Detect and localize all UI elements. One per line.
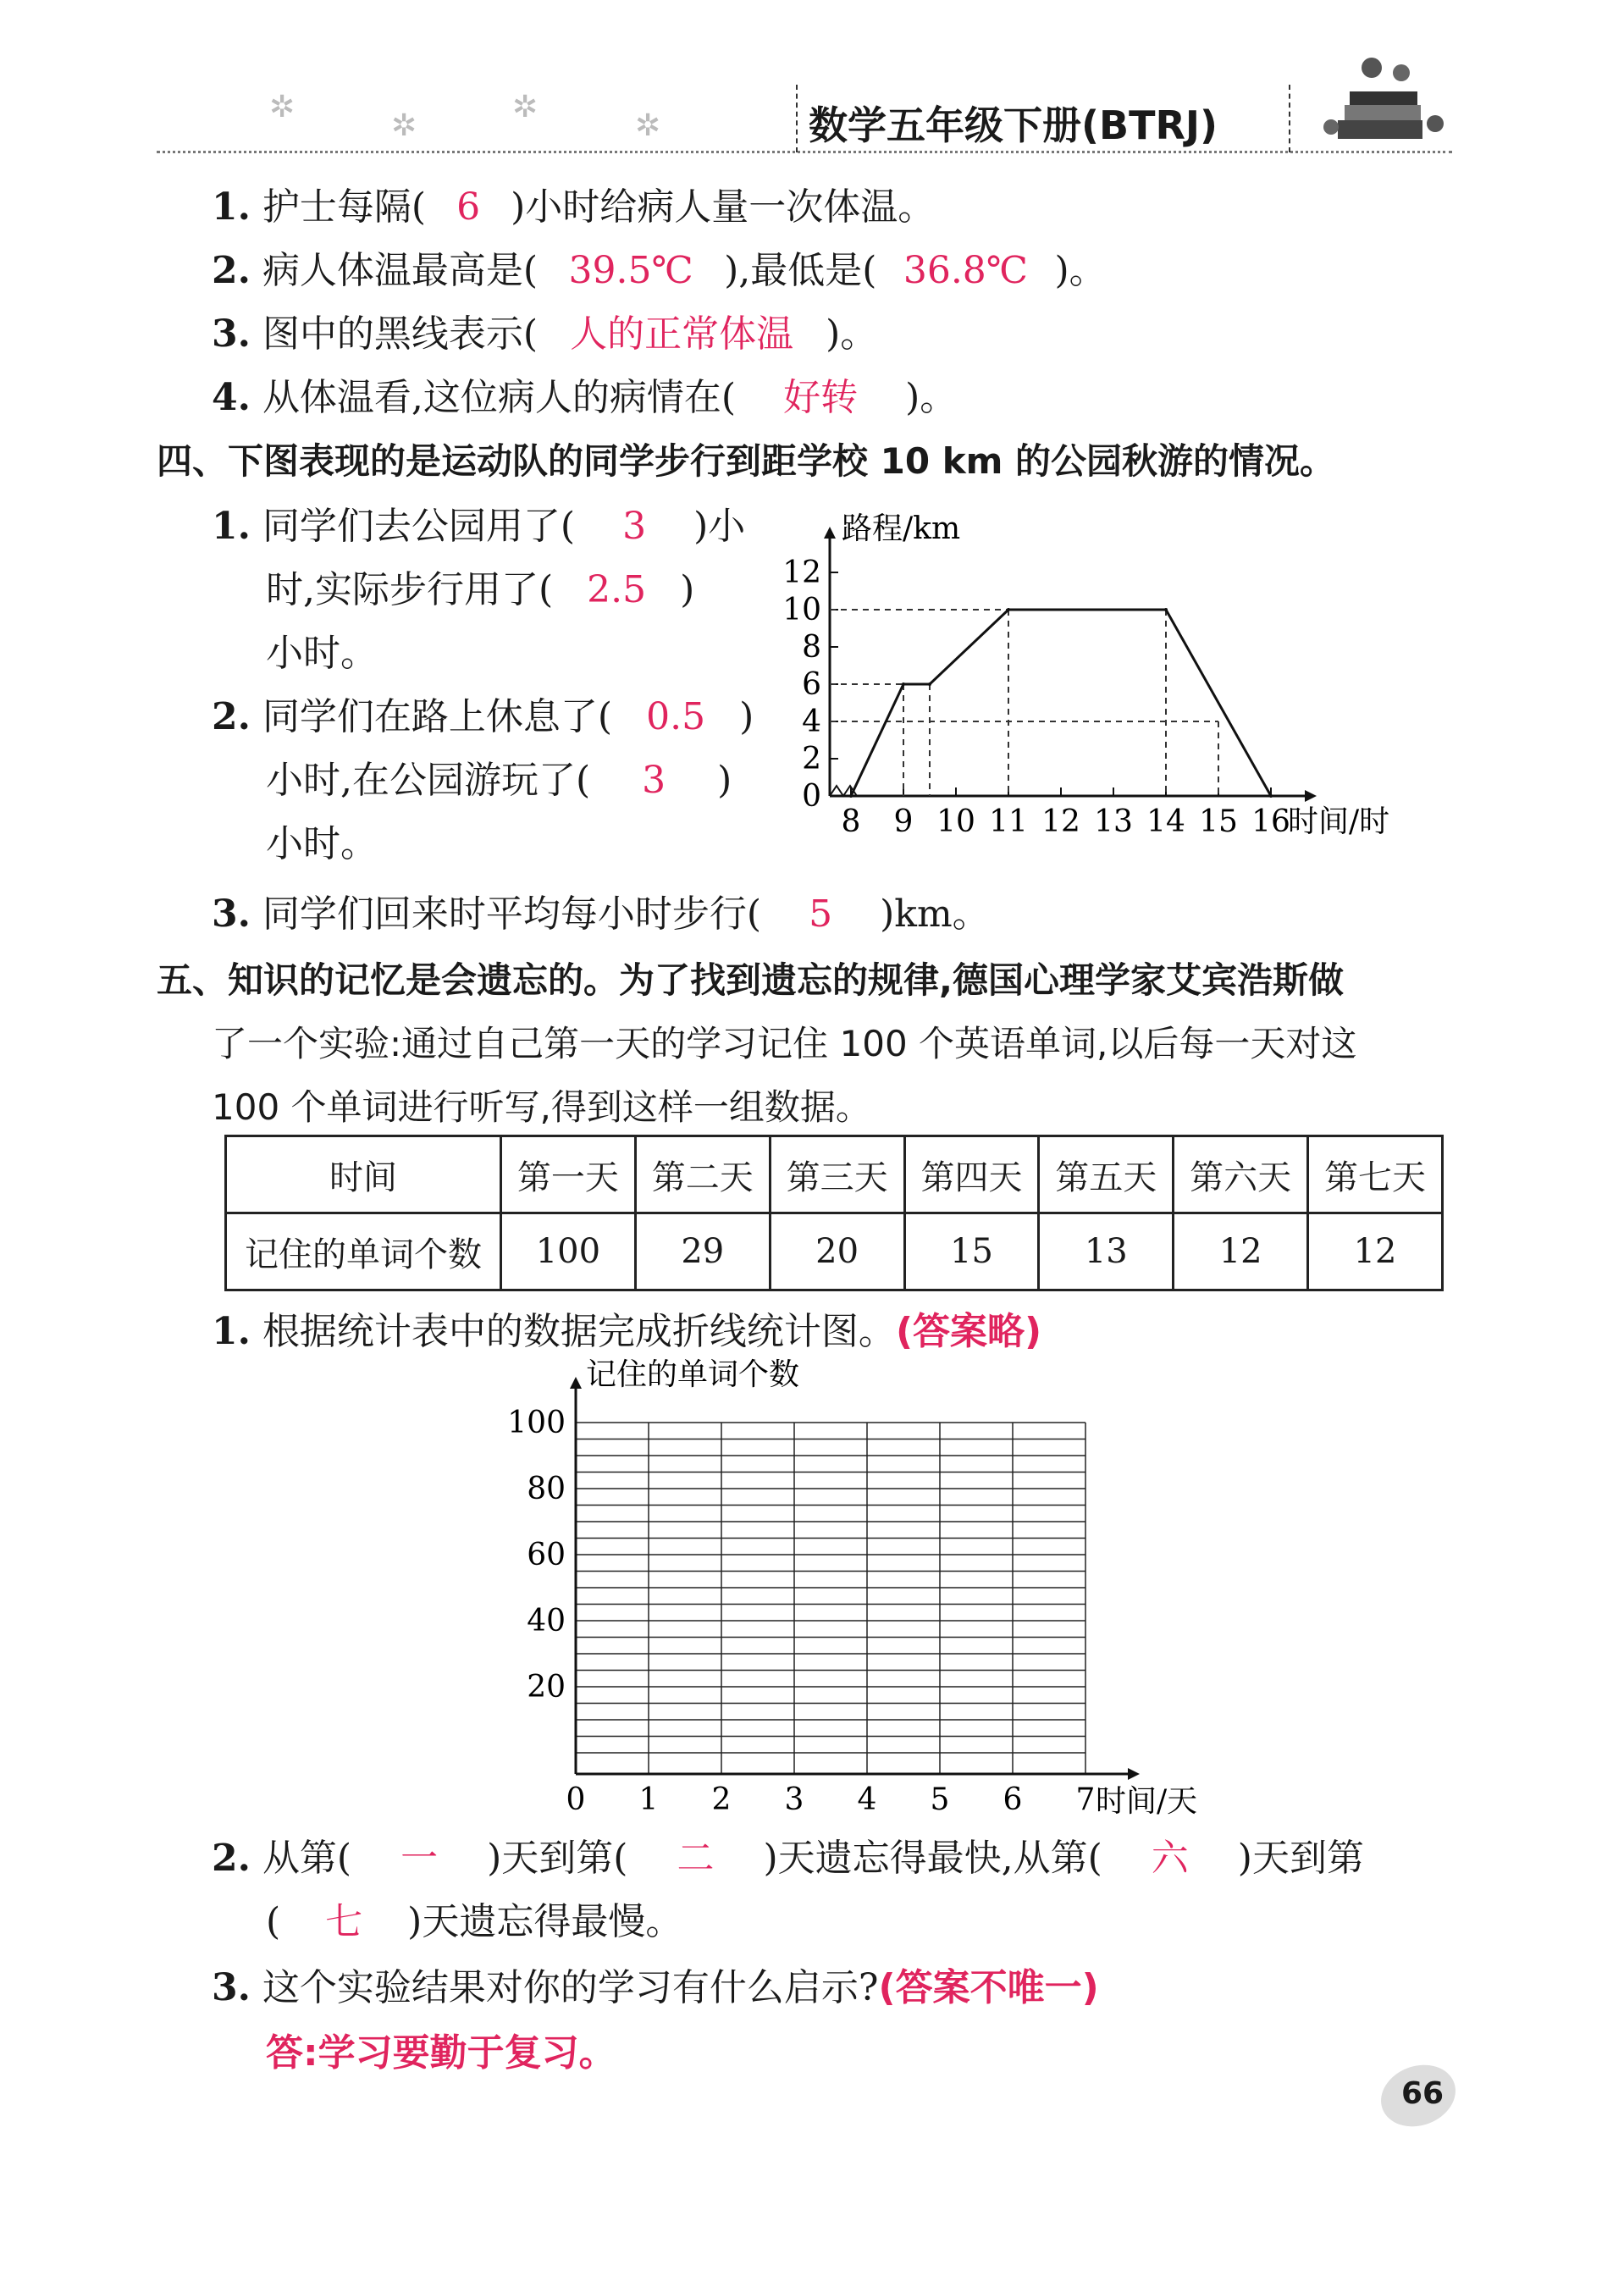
memory-grid-chart xyxy=(500,1357,1262,1819)
x-tick-label: 11 xyxy=(989,804,1028,839)
memory-data-table xyxy=(224,1135,1444,1291)
table-cell: 29 xyxy=(635,1213,770,1290)
s3-q4-answer: 好转 xyxy=(783,376,859,419)
y-tick-label: 6 xyxy=(802,667,821,702)
page-number: 66 xyxy=(1401,2076,1444,2111)
table-cell: 100 xyxy=(501,1213,636,1290)
y-tick-label: 2 xyxy=(802,742,821,776)
s3-q2-answer-max: 39.5℃ xyxy=(568,249,693,292)
y-tick-label: 80 xyxy=(527,1472,566,1506)
kids-on-books-illustration xyxy=(1321,42,1456,152)
data-point xyxy=(902,682,905,686)
s5-q2-answer1: 一 xyxy=(400,1837,439,1880)
s3-q3: 3. 图中的黑线表示( 人的正常体温 )。 xyxy=(212,309,877,360)
table-row xyxy=(226,1213,1443,1290)
s4-q2-answer2: 3 xyxy=(642,759,666,802)
flower-icon: ✲ xyxy=(269,90,296,124)
y-axis-arrow xyxy=(824,527,836,539)
s4-heading: 四、下图表现的是运动队的同学步行到距学校 10 km 的公园秋游的情况。 xyxy=(157,440,1336,482)
y-axis-arrow xyxy=(570,1377,582,1389)
x-axis-arrow xyxy=(1128,1768,1140,1780)
x-axis-label: 时间/天 xyxy=(1096,1784,1198,1819)
table-header-cell: 第五天 xyxy=(1039,1136,1174,1213)
table-cell: 12 xyxy=(1174,1213,1308,1290)
book-title: 数学五年级下册(BTRJ) xyxy=(809,102,1218,148)
s5-q1-note: (答案略) xyxy=(895,1310,1042,1353)
data-point xyxy=(1164,608,1168,611)
x-tick-label: 10 xyxy=(936,804,975,839)
s4-q1-line1: 1. 同学们去公园用了( 3 )小 xyxy=(212,501,745,552)
x-tick-label: 2 xyxy=(711,1782,732,1817)
x-tick-label: 5 xyxy=(930,1782,950,1817)
y-tick-label: 40 xyxy=(527,1604,566,1638)
table-cell: 20 xyxy=(770,1213,904,1290)
table-header-cell: 第一天 xyxy=(501,1136,636,1213)
s4-q3: 3. 同学们回来时平均每小时步行( 5 )km。 xyxy=(212,889,990,940)
table-header-cell: 时间 xyxy=(226,1136,501,1213)
s3-q1: 1. 护士每隔( 6 )小时给病人量一次体温。 xyxy=(212,182,935,233)
table-cell: 13 xyxy=(1039,1213,1174,1290)
flower-icon: ✲ xyxy=(512,90,539,124)
s4-q1-answer2: 2.5 xyxy=(587,568,647,611)
x-tick-label: 7 xyxy=(1075,1782,1096,1817)
s5-q3-note: (答案不唯一) xyxy=(878,1966,1099,2009)
s3-q4: 4. 从体温看,这位病人的病情在( 好转 )。 xyxy=(212,373,957,423)
s4-q2-answer1: 0.5 xyxy=(646,695,706,738)
s4-q1-line2: 时,实际步行用了( 2.5 ) xyxy=(266,565,694,616)
x-tick-label: 14 xyxy=(1146,804,1185,839)
x-tick-label: 1 xyxy=(638,1782,659,1817)
x-tick-label: 16 xyxy=(1251,804,1290,839)
data-point xyxy=(849,794,853,798)
table-header-cell: 第七天 xyxy=(1308,1136,1443,1213)
y-axis-label: 路程/km xyxy=(842,511,961,546)
s5-heading-line1: 五、知识的记忆是会遗忘的。为了找到遗忘的规律,德国心理学家艾宾浩斯做 xyxy=(157,959,1344,1001)
y-tick-label: 12 xyxy=(782,555,821,590)
s5-heading-line3: 100 个单词进行听写,得到这样一组数据。 xyxy=(212,1086,871,1128)
s5-q2-answer2: 二 xyxy=(677,1837,715,1880)
x-tick-label: 8 xyxy=(841,804,861,839)
table-header-cell: 第二天 xyxy=(635,1136,770,1213)
s5-q2-answer3: 六 xyxy=(1151,1837,1189,1880)
data-point xyxy=(928,682,931,686)
y-tick-label: 8 xyxy=(802,630,821,665)
table-header-cell: 第四天 xyxy=(904,1136,1039,1213)
s5-q3-answer: 答:学习要勤于复习。 xyxy=(266,2031,616,2075)
x-tick-label: 4 xyxy=(857,1782,877,1817)
flower-icon: ✲ xyxy=(635,108,661,143)
y-tick-label: 60 xyxy=(527,1538,566,1572)
s5-heading-line2: 了一个实验:通过自己第一天的学习记住 100 个英语单词,以后每一天对这 xyxy=(212,1023,1357,1064)
s5-q1: 1. 根据统计表中的数据完成折线统计图。(答案略) xyxy=(212,1310,1042,1353)
s3-q3-answer: 人的正常体温 xyxy=(570,312,794,356)
s4-q3-answer: 5 xyxy=(809,892,833,936)
table-cell: 15 xyxy=(904,1213,1039,1290)
table-cell: 12 xyxy=(1308,1213,1443,1290)
x-tick-label: 9 xyxy=(893,804,914,839)
table-header-cell: 第六天 xyxy=(1174,1136,1308,1213)
series-line xyxy=(851,610,1271,796)
s3-q2: 2. 病人体温最高是( 39.5℃ ),最低是( 36.8℃ )。 xyxy=(212,246,1107,296)
s5-q3: 3. 这个实验结果对你的学习有什么启示?(答案不唯一) xyxy=(212,1966,1099,2009)
s4-q1-answer1: 3 xyxy=(622,505,647,548)
s3-q2-answer-min: 36.8℃ xyxy=(903,249,1029,292)
x-tick-label: 12 xyxy=(1041,804,1080,839)
y-tick-label: 10 xyxy=(782,593,821,627)
flower-icon: ✲ xyxy=(391,108,417,143)
s3-q1-answer: 6 xyxy=(456,185,481,229)
s5-q2-answer4: 七 xyxy=(325,1900,363,1943)
x-tick-label: 6 xyxy=(1003,1782,1023,1817)
s4-q2-line3: 小时。 xyxy=(266,822,378,865)
y-tick-label: 100 xyxy=(507,1406,566,1440)
data-point xyxy=(1007,608,1010,611)
y-tick-label: 0 xyxy=(802,779,821,814)
x-tick-label: 3 xyxy=(784,1782,804,1817)
s5-q2-line2: ( 七 )天遗忘得最慢。 xyxy=(266,1897,682,1948)
table-row-label: 记住的单词个数 xyxy=(226,1213,501,1290)
table-header-cell: 第三天 xyxy=(770,1136,904,1213)
x-tick-label: 15 xyxy=(1199,804,1238,839)
x-tick-label: 13 xyxy=(1094,804,1133,839)
distance-time-chart xyxy=(762,491,1473,855)
s4-q1-line3: 小时。 xyxy=(266,632,378,675)
s4-q2-line1: 2. 同学们在路上休息了( 0.5 ) xyxy=(212,692,754,743)
s4-q2-line2: 小时,在公园游玩了( 3 ) xyxy=(266,755,732,806)
data-point xyxy=(1269,794,1273,798)
x-tick-label: 0 xyxy=(566,1782,586,1817)
y-tick-label: 4 xyxy=(802,705,821,739)
y-axis-label: 记住的单词个数 xyxy=(586,1357,800,1392)
x-axis-label: 时间/时 xyxy=(1288,804,1390,839)
table-header-row xyxy=(226,1136,1443,1213)
y-tick-label: 20 xyxy=(527,1670,566,1705)
s5-q2-line1: 2. 从第( 一 )天到第( 二 )天遗忘得最快,从第( 六 )天到第 xyxy=(212,1833,1364,1884)
x-axis-arrow xyxy=(1305,790,1317,802)
